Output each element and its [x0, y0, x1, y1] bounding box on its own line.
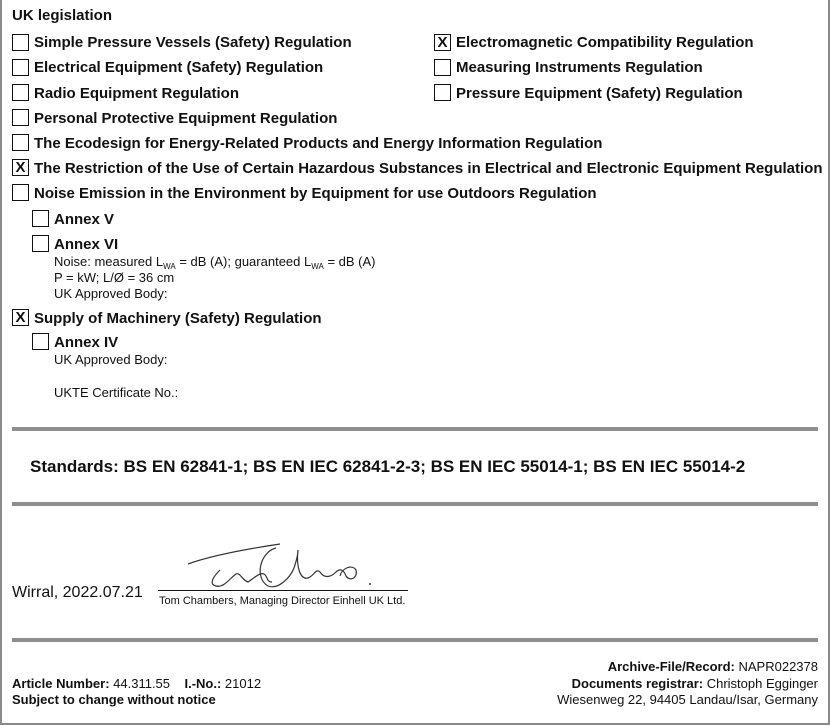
change-notice: Subject to change without notice: [12, 692, 216, 707]
registrar-value: Christoph Egginger: [703, 676, 818, 691]
subscript-wa-2: WA: [311, 262, 324, 271]
checkbox-annex-v[interactable]: [32, 210, 49, 227]
article-number-label: Article Number:: [12, 676, 110, 691]
section-title: UK legislation: [12, 7, 113, 24]
checkbox-ecodesign[interactable]: [12, 134, 29, 151]
label-emc: Electromagnetic Compatibility Regulation: [456, 34, 754, 51]
checkbox-annex-iv[interactable]: [32, 333, 49, 350]
checkbox-annex-vi[interactable]: [32, 235, 49, 252]
checkbox-pressure-equipment[interactable]: [434, 84, 451, 101]
ino-label: I.-No.:: [184, 676, 222, 691]
archive-value: NAPR022378: [734, 659, 818, 674]
checkbox-radio-equipment[interactable]: [12, 84, 29, 101]
annex-vi-approved-body: UK Approved Body:: [54, 286, 168, 301]
place-date: Wirral, 2022.07.21: [12, 584, 143, 601]
archive-record: [608, 659, 818, 674]
noise-text-a: Noise: measured L: [54, 254, 164, 269]
checkbox-supply-of-machinery[interactable]: X: [12, 309, 29, 326]
checkbox-personal-protective-equipment[interactable]: [12, 109, 29, 126]
signature-line: [158, 590, 408, 591]
checkbox-electrical-equipment[interactable]: [12, 59, 29, 76]
noise-line: [54, 254, 376, 271]
label-supply-of-machinery: Supply of Machinery (Safety) Regulation: [34, 310, 322, 327]
company-address: Wiesenweg 22, 94405 Landau/Isar, Germany: [557, 692, 818, 707]
noise-text-b: = dB (A); guaranteed L: [175, 254, 312, 269]
label-radio-equipment: Radio Equipment Regulation: [34, 85, 239, 102]
label-simple-pressure-vessels: Simple Pressure Vessels (Safety) Regulation: [34, 34, 352, 51]
label-pressure-equipment: Pressure Equipment (Safety) Regulation: [456, 85, 743, 102]
checkbox-simple-pressure-vessels[interactable]: [12, 34, 29, 51]
ino-value: 21012: [221, 676, 262, 691]
label-ecodesign: The Ecodesign for Energy-Related Products and Energy Information Regulation: [34, 135, 603, 152]
divider-top: [12, 427, 818, 431]
subscript-wa-1: WA: [163, 262, 176, 271]
article-number-value: 44.311.55: [109, 676, 171, 691]
label-electrical-equipment: Electrical Equipment (Safety) Regulation: [34, 59, 324, 76]
divider-bottom: [12, 638, 818, 642]
archive-label: Archive-File/Record:: [607, 659, 735, 674]
ukte-certificate-no: UKTE Certificate No.:: [54, 385, 179, 400]
divider-middle: [12, 502, 818, 506]
registrar-label: Documents registrar:: [571, 676, 704, 691]
checkbox-noise-emission[interactable]: [12, 184, 29, 201]
label-annex-iv: Annex IV: [54, 334, 119, 351]
checkbox-rohs[interactable]: X: [12, 159, 29, 176]
checkbox-measuring-instruments[interactable]: [434, 59, 451, 76]
checkbox-emc[interactable]: X: [434, 34, 451, 51]
standards-line: Standards: BS EN 62841-1; BS EN IEC 62841-2-3; BS EN IEC 55014-1; BS EN IEC 55014-2: [30, 457, 746, 476]
signer-name: Tom Chambers, Managing Director Einhell UK Ltd.: [159, 595, 406, 607]
signature-graphic: [180, 538, 380, 592]
label-noise-emission: Noise Emission in the Environment by Equipment for use Outdoors Regulation: [34, 185, 597, 202]
label-personal-protective-equipment: Personal Protective Equipment Regulation: [34, 110, 338, 127]
article-number: [12, 676, 261, 691]
power-line: P = kW; L/Ø = 36 cm: [54, 270, 175, 285]
label-measuring-instruments: Measuring Instruments Regulation: [456, 59, 703, 76]
noise-text-c: = dB (A): [323, 254, 376, 269]
annex-iv-approved-body: UK Approved Body:: [54, 352, 168, 367]
label-rohs: The Restriction of the Use of Certain Hazardous Substances in Electrical and Electronic Equipment Regulation: [34, 160, 823, 177]
documents-registrar: [572, 676, 818, 691]
label-annex-v: Annex V: [54, 211, 115, 228]
label-annex-vi: Annex VI: [54, 236, 119, 253]
